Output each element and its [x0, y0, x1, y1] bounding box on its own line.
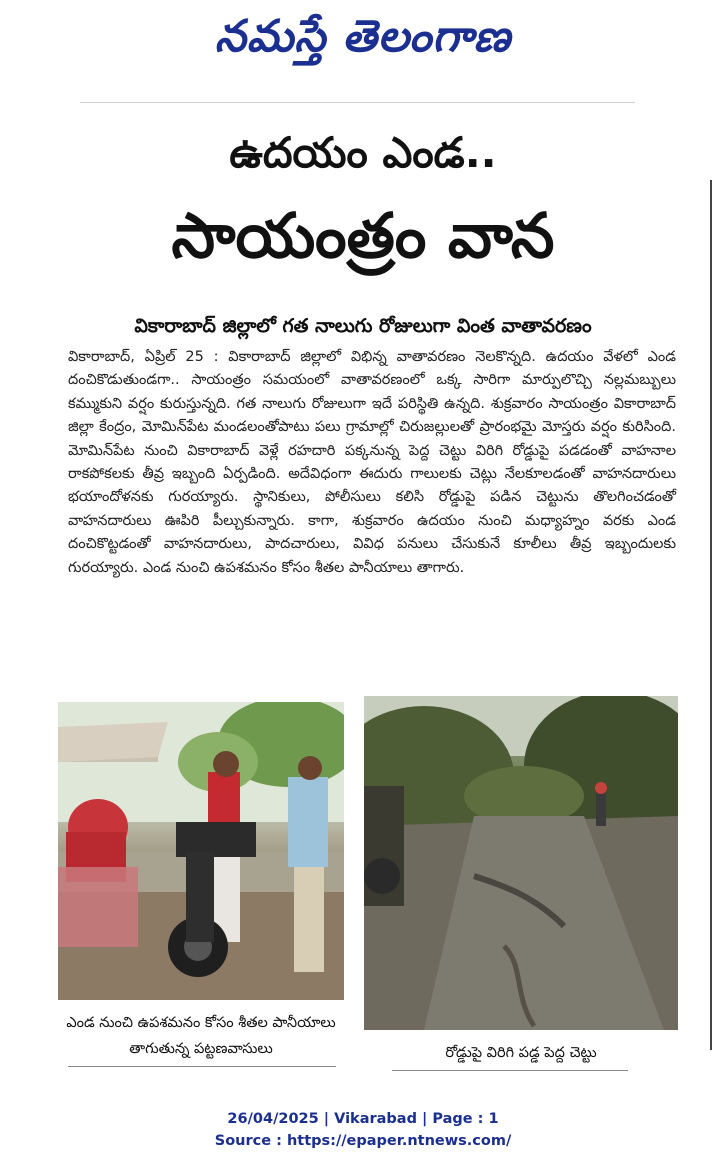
headline-line-2: సాయంత్రం వాన: [171, 199, 555, 272]
photo-fallen-tree: [364, 696, 678, 1030]
photo-fallen-tree-illustration: [364, 696, 678, 1030]
masthead-title: నమస్తే తెలంగాణ: [214, 11, 512, 62]
caption-left-underline: [68, 1066, 336, 1067]
photo-drinks-stall: [58, 702, 344, 1000]
footer-source: Source : https://epaper.ntnews.com/: [214, 1133, 512, 1149]
newspaper-masthead: [0, 4, 726, 70]
headline-line-1: ఉదయం ఎండ..: [229, 128, 497, 177]
article-body: వికారాబాద్, ఏప్రిల్ 25 : వికారాబాద్ జిల్లాలో విభిన్న వాతావరణం నెలకొన్నది. ఉదయం వేళలో ఎండ దంచికొడుతుండగా.. సాయంత్రం సమయంలో వాతావరణంలో ఒక్క సారిగా మార్పులొచ్చి నల్లమబ్బులు కమ్ముకుని వర్షం కురుస్తున్నది. గత నాలుగు రోజులుగా ఇదే పరిస్థితి ఉన్నది. శుక్రవారం సాయంత్రం వికారాబాద్ జిల్లా కేంద్రం, మోమిన్‌పేట మండలంతోపాటు పలు గ్రామాల్లో చిరుజల్లులతో ప్రారంభమై మోస్తరు వర్షం కురిసింది. మోమిన్‌పేట నుంచి వికారాబాద్ వెళ్లే రహదారి పక్కనున్న పెద్ద చెట్టు విరిగి రోడ్డుపై పడడంతో వాహనాల రాకపోకలకు తీవ్ర ఇబ్బంది ఏర్పడింది. అదేవిధంగా ఈదురు గాలులకు చెట్లు నేలకూలడంతో వాహనదారులు భయాందోళనకు గురయ్యారు. స్థానికులు, పోలీసులు కలిసి రోడ్డుపై పడిన చెట్టును తొలగించడంతో వాహనదారులు ఊపిరి పీల్చుకున్నారు. కాగా, శుక్రవారం ఉదయం నుంచి మధ్యాహ్నం వరకు ఎండ దంచికొట్టడంతో వాహనదారులు, పాదచారులు, వివిధ పనులు చేసుకునే కూలీలు తీవ్ర ఇబ్బందులకు గురయ్యారు. ఎండ నుంచి ఉపశమనం కోసం శీతల పానీయాలు తాగారు.: [68, 349, 676, 576]
footer-date-edition: 26/04/2025 | Vikarabad | Page : 1: [227, 1111, 499, 1127]
subheadline: వికారాబాద్ జిల్లాలో గత నాలుగు రోజులుగా వింత వాతావరణం: [134, 315, 592, 337]
caption-left: ఎండ నుంచి ఉపశమనం కోసం శీతల పానీయాలు తాగుతున్న పట్టణవాసులు: [66, 1015, 336, 1057]
photo-drinks-stall-illustration: [58, 702, 344, 1000]
caption-right: రోడ్డుపై విరిగి పడ్డ పెద్ద చెట్టు: [445, 1045, 597, 1061]
column-divider: [710, 180, 712, 1050]
masthead-divider: [80, 102, 635, 103]
caption-right-underline: [392, 1070, 628, 1071]
